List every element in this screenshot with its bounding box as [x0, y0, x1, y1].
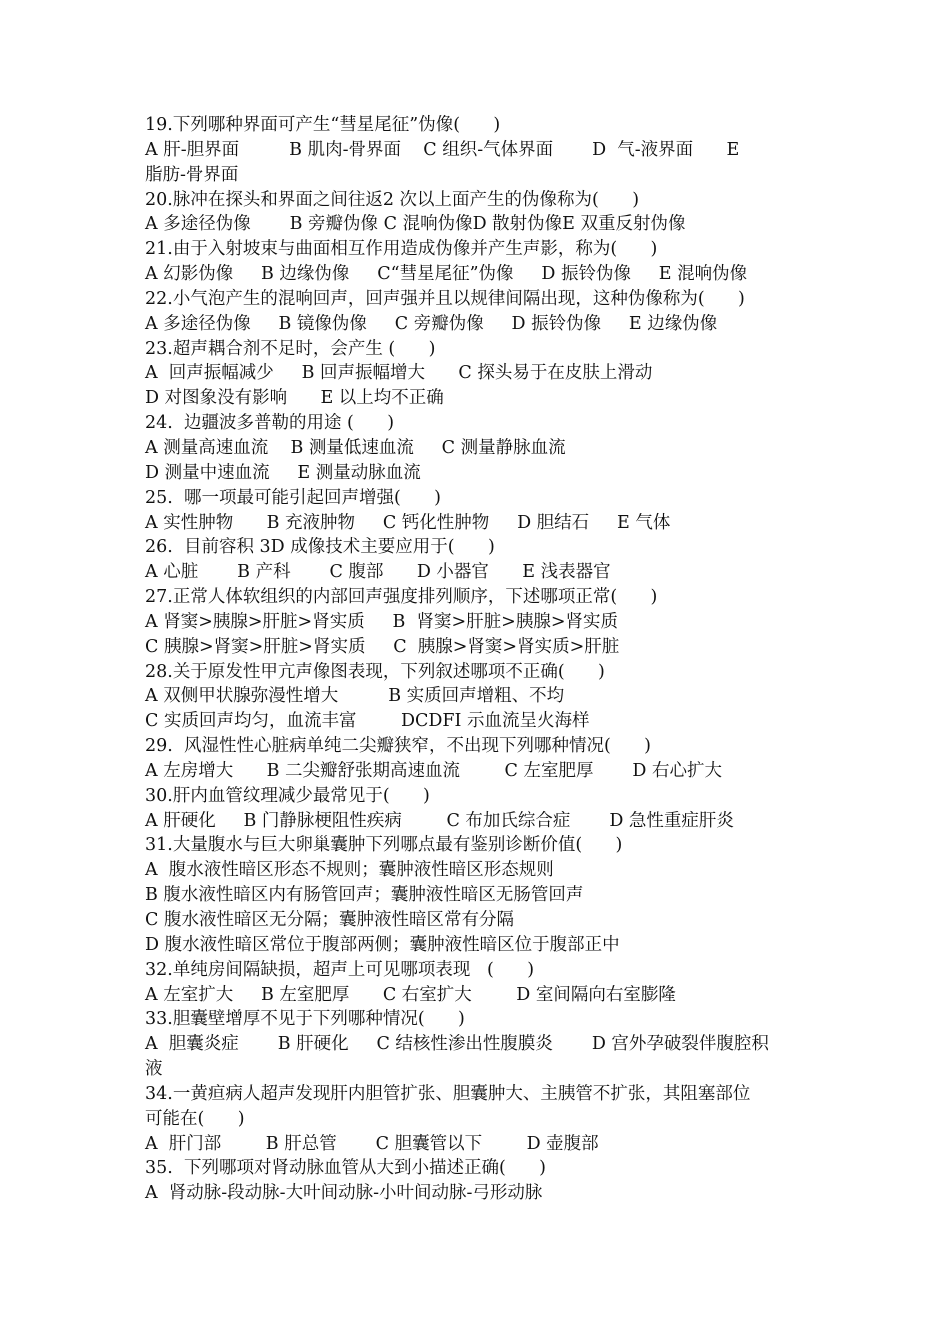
text-line: C 实质回声均匀，血流丰富 DCDFI 示血流呈火海样	[145, 711, 590, 732]
text-line: D 腹水液性暗区常位于腹部两侧；囊肿液性暗区位于腹部正中	[145, 934, 620, 955]
text-line: 19.下列哪种界面可产生“彗星尾征”伪像( )	[145, 115, 501, 135]
text-line: 21.由于入射坡束与曲面相互作用造成伪像并产生声影，称为( )	[145, 239, 658, 260]
text-line: 35. 下列哪项对肾动脉血管从大到小描述正确( )	[145, 1158, 546, 1179]
text-line: 27.正常人体软组织的内部回声强度排列顺序，下述哪项正常( )	[145, 587, 658, 608]
text-line: B 腹水液性暗区内有肠管回声；囊肿液性暗区无肠管回声	[145, 885, 584, 906]
text-line: C 腹水液性暗区无分隔；囊肿液性暗区常有分隔	[145, 910, 514, 930]
text-line: C 胰腺>肾窦>肝脏>肾实质 C 胰腺>肾窦>肾实质>肝脏	[145, 636, 620, 657]
text-line: 32.单纯房间隔缺损，超声上可见哪项表现 ( )	[145, 959, 535, 980]
text-line: A 肝硬化 B 门静脉梗阻性疾病 C 布加氏综合症 D 急性重症肝炎	[145, 810, 734, 831]
text-line: A 多途径伪像 B 镜像伪像 C 旁瓣伪像 D 振铃伪像 E 边缘伪像	[145, 313, 718, 334]
text-line: 33.胆囊壁增厚不见于下列哪种情况( )	[145, 1009, 465, 1030]
text-line: A 腹水液性暗区形态不规则；囊肿液性暗区形态规则	[145, 860, 554, 881]
text-line: A 实性肿物 B 充液肿物 C 钙化性肿物 D 胆结石 E 气体	[145, 512, 671, 533]
text-line: 23.超声耦合剂不足时，会产生 ( )	[145, 338, 436, 359]
document-page	[145, 113, 810, 1206]
text-line: 可能在( )	[145, 1108, 245, 1129]
text-line: A 肾动脉-段动脉-大叶间动脉-小叶间动脉-弓形动脉	[145, 1183, 543, 1204]
text-line: A 胆囊炎症 B 肝硬化 C 结核性渗出性腹膜炎 D 宫外孕破裂伴腹腔积	[145, 1034, 769, 1055]
text-line: A 心脏 B 产科 C 腹部 D 小器官 E 浅表器官	[145, 562, 611, 583]
text-line: 22.小气泡产生的混响回声，回声强并且以规律间隔出现，这种伪像称为( )	[145, 288, 745, 309]
text-line: 24. 边疆波多普勒的用途 ( )	[145, 413, 395, 434]
text-line: D 对图象没有影响 E 以上均不正确	[145, 388, 444, 409]
text-line: 28.关于原发性甲亢声像图表现，下列叙述哪项不正确( )	[145, 661, 605, 682]
text-line: 20.脉冲在探头和界面之间往返2 次以上面产生的伪像称为( )	[145, 189, 640, 210]
text-line: A 肝-胆界面 B 肌肉-骨界面 C 组织-气体界面 D 气-液界面 E	[145, 139, 740, 160]
text-line: D 测量中速血流 E 测量动脉血流	[145, 462, 421, 483]
text-line: A 肾窦>胰腺>肝脏>肾实质 B 肾窦>肝脏>胰腺>肾实质	[145, 611, 618, 632]
text-line: A 测量高速血流 B 测量低速血流 C 测量静脉血流	[145, 437, 566, 458]
text-line: A 肝门部 B 肝总管 C 胆囊管以下 D 壶腹部	[145, 1133, 599, 1154]
text-line: 30.肝内血管纹理减少最常见于( )	[145, 785, 430, 806]
text-line: 25. 哪一项最可能引起回声增强( )	[145, 487, 441, 508]
text-line: 29. 风湿性性心脏病单纯二尖瓣狭窄，不出现下列哪种情况( )	[145, 736, 651, 757]
text-line: 34.一黄疸病人超声发现肝内胆管扩张、胆囊肿大、主胰管不扩张，其阻塞部位	[145, 1083, 751, 1104]
text-line: 31.大量腹水与巨大卵巢囊肿下列哪点最有鉴别诊断价值( )	[145, 835, 623, 856]
text-line: A 幻影伪像 B 边缘伪像 C“彗星尾征”伪像 D 振铃伪像 E 混响伪像	[145, 264, 748, 285]
text-line: A 多途径伪像 B 旁瓣伪像 C 混响伪像D 散射伪像E 双重反射伪像	[145, 214, 686, 235]
text-line: A 左房增大 B 二尖瓣舒张期高速血流 C 左室肥厚 D 右心扩大	[145, 760, 722, 781]
text-line: 26. 目前容积 3D 成像技术主要应用于( )	[145, 537, 495, 558]
text-line: A 双侧甲状腺弥漫性增大 B 实质回声增粗、不均	[145, 686, 565, 707]
text-line: A 回声振幅减少 B 回声振幅增大 C 探头易于在皮肤上滑动	[145, 363, 653, 384]
text-line: A 左室扩大 B 左室肥厚 C 右室扩大 D 室间隔向右室膨隆	[145, 984, 676, 1005]
text-line: 液	[145, 1059, 163, 1080]
text-line: 脂肪-骨界面	[145, 164, 239, 185]
